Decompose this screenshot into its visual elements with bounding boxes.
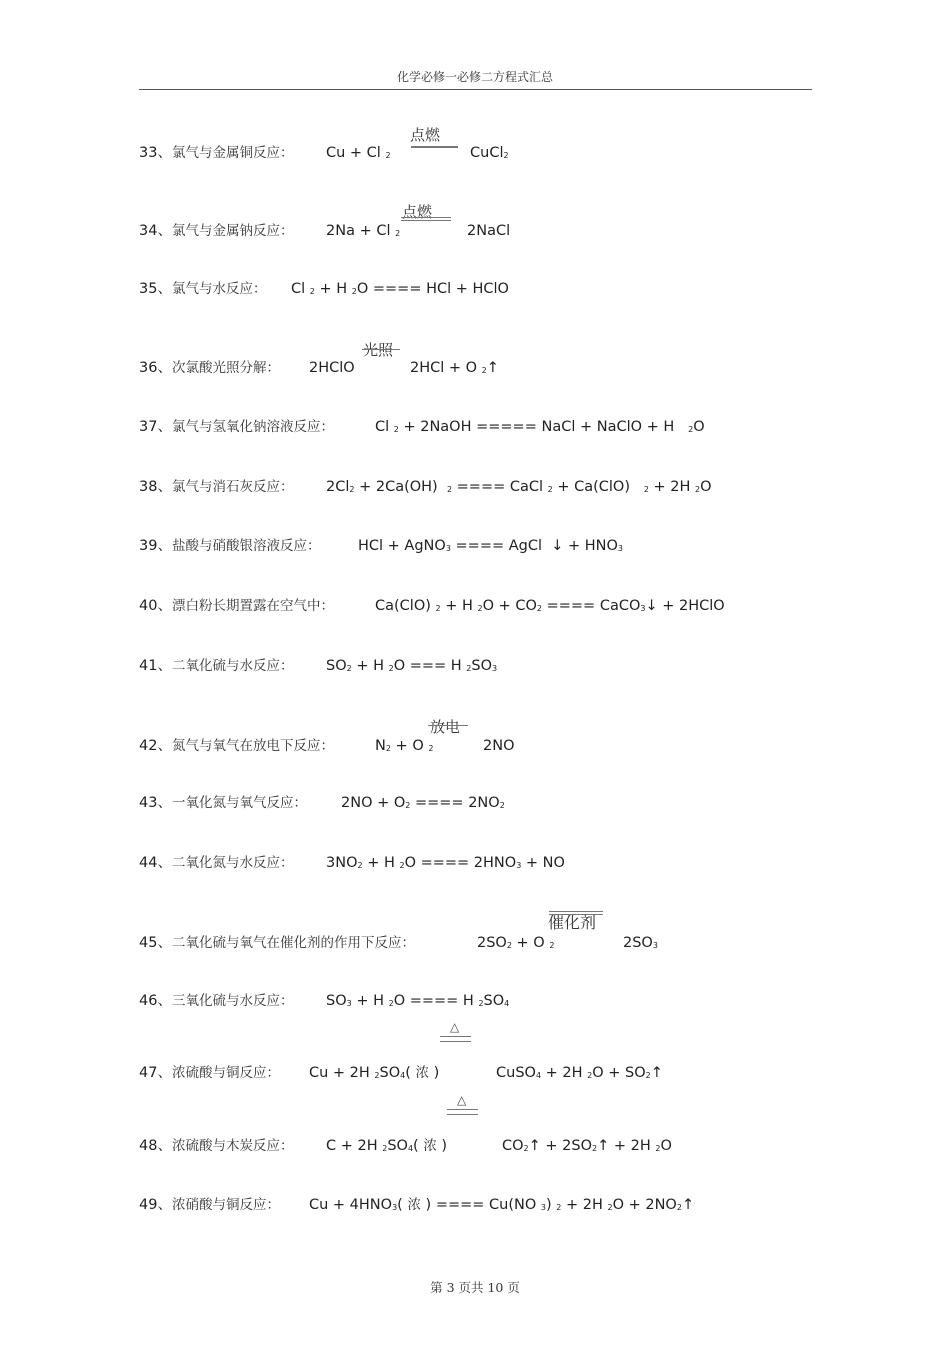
equation-description: 氮气与氧气在放电下反应：: [171, 738, 334, 754]
equation-44: [139, 854, 565, 872]
equation-number: 47、: [139, 1065, 172, 1081]
page-footer: 第 3 页共 10 页: [430, 1280, 520, 1295]
equation-49: [139, 1196, 695, 1214]
equation-39: [139, 537, 623, 555]
equation-product: 2NO: [483, 738, 515, 754]
equation-product: CuCl$_2$: [470, 145, 509, 161]
equation-product: CuSO$_4$ + 2H $_2O + SO_2↑$: [496, 1065, 663, 1081]
reaction-arrow-47: [440, 1036, 471, 1037]
equation-description: 氯气与金属铜反应：: [171, 145, 294, 161]
reaction-condition-34: 点燃: [402, 203, 433, 221]
heat-icon: △: [457, 1093, 467, 1107]
equation-description: 一氧化氮与氧气反应：: [171, 795, 307, 811]
equation-description: 浓硝酸与铜反应：: [171, 1197, 280, 1213]
equation-formula: Cl $_2$ + H $_2$O ==== HCl + HClO: [291, 281, 509, 297]
equation-description: 氯气与水反应：: [171, 281, 267, 297]
equation-formula: Cu + Cl $_2$: [326, 145, 391, 161]
equation-formula: 2HClO: [309, 360, 355, 376]
page-header: 化学必修一必修二方程式汇总: [396, 70, 553, 84]
equation-description: 浓硫酸与铜反应：: [171, 1065, 280, 1081]
reaction-arrow-45b: [549, 914, 603, 915]
equation-33: [139, 144, 509, 162]
equation-formula: $3NO_2 + H$ $_2$O ==== $2HNO_3$ + NO: [326, 855, 565, 871]
equation-product: 2NaCl: [467, 223, 511, 239]
equation-description: 氯气与氢氧化钠溶液反应：: [171, 419, 334, 435]
equation-number: 36、: [139, 360, 172, 376]
equation-number: 38、: [139, 479, 172, 495]
equation-37: [139, 418, 705, 436]
equation-description: 氯气与消石灰反应：: [171, 479, 294, 495]
equation-number: 33、: [139, 145, 172, 161]
equation-number: 49、: [139, 1197, 172, 1213]
equation-formula: $Cu + 4HNO_3$( 浓 ) ==== Cu(NO $_3$) $_2$ + 2H $_2O + 2NO_2↑$: [309, 1197, 695, 1213]
reaction-arrow-36: [362, 349, 400, 350]
equation-description: 盐酸与硝酸银溶液反应：: [171, 538, 321, 554]
equation-41: [139, 657, 498, 675]
reaction-condition-36: 光照: [363, 341, 394, 359]
equation-number: 43、: [139, 795, 172, 811]
equation-number: 41、: [139, 658, 172, 674]
header-rule: [139, 89, 812, 90]
reaction-arrow-48: [447, 1109, 478, 1110]
equation-36: [139, 359, 499, 377]
equation-formula: $SO_2 + H$ $_2$O === H $_2SO_3$: [326, 658, 498, 674]
equation-46: [139, 992, 510, 1010]
equation-number: 37、: [139, 419, 172, 435]
equation-description: 浓硫酸与木炭反应：: [171, 1138, 294, 1154]
equation-description: 三氧化硫与水反应：: [171, 993, 294, 1009]
equation-formula: $2Cl_2 + 2Ca(OH)$ $_2$ ==== CaCl $_2$ + Ca(ClO) $_2$ + 2H $_2$O: [326, 479, 712, 495]
reaction-arrow-34b: [401, 220, 451, 221]
equation-description: 漂白粉长期置露在空气中：: [171, 598, 334, 614]
equation-formula: $SO_3 + H$ $_2$O ==== H $_2SO_4$: [326, 993, 510, 1009]
equation-formula: $2SO_2 + O$ $_2$: [477, 935, 555, 951]
reaction-arrow-34: [401, 217, 451, 218]
reaction-arrow-42: [428, 725, 468, 726]
equation-number: 34、: [139, 223, 172, 239]
equation-number: 44、: [139, 855, 172, 871]
equation-formula: C + 2H $_2SO_4$( 浓 ): [326, 1138, 448, 1154]
equation-number: 35、: [139, 281, 172, 297]
equation-formula: $N_2 + O$ $_2$: [375, 738, 434, 754]
equation-formula: HCl + AgNO$_3$ ==== AgCl ↓ + $HNO_3$: [358, 538, 623, 554]
equation-description: 氯气与金属钠反应：: [171, 223, 294, 239]
reaction-condition-45: 催化剂: [548, 913, 597, 932]
equation-description: 次氯酸光照分解：: [171, 360, 280, 376]
equation-formula: Cl $_2$ + 2NaOH ===== NaCl + NaClO + H $_2$O: [375, 419, 705, 435]
reaction-arrow-47b: [440, 1041, 471, 1042]
equation-number: 40、: [139, 598, 172, 614]
equation-45: [139, 934, 658, 952]
equation-35: [139, 280, 509, 298]
equation-40: [139, 597, 725, 615]
equation-formula: Ca(ClO) $_2$ + H $_2O + CO_2$ ==== CaCO$_3$↓ + 2HClO: [375, 598, 725, 614]
equation-number: 39、: [139, 538, 172, 554]
reaction-arrow-33: [411, 146, 458, 148]
equation-formula: $2NO + O_2$ ==== $2NO_2$: [341, 795, 505, 811]
reaction-condition-42: 放电: [430, 718, 461, 736]
equation-number: 48、: [139, 1138, 172, 1154]
equation-48: [139, 1137, 672, 1155]
reaction-arrow-45: [549, 911, 603, 912]
equation-47: [139, 1064, 663, 1082]
equation-description: 二氧化硫与水反应：: [171, 658, 294, 674]
equation-43: [139, 794, 505, 812]
equation-product: $CO_2↑$ + $2SO_2↑ + 2H$ $_2$O: [502, 1138, 672, 1154]
equation-formula: 2Na + Cl $_2$: [326, 223, 401, 239]
equation-38: [139, 478, 712, 496]
reaction-condition-33: 点燃: [410, 126, 441, 144]
equation-number: 45、: [139, 935, 172, 951]
equation-product: $2SO_3$: [623, 935, 658, 951]
equation-number: 46、: [139, 993, 172, 1009]
equation-42: [139, 737, 515, 755]
heat-icon: △: [450, 1020, 460, 1034]
equation-product: 2HCl + O $_2$↑: [410, 360, 499, 376]
equation-34: [139, 222, 511, 240]
reaction-arrow-48b: [447, 1114, 478, 1115]
equation-description: 二氧化硫与氧气在催化剂的作用下反应：: [171, 935, 415, 951]
equation-formula: Cu + 2H $_2SO_4$( 浓 ): [309, 1065, 440, 1081]
equation-number: 42、: [139, 738, 172, 754]
equation-description: 二氧化氮与水反应：: [171, 855, 294, 871]
